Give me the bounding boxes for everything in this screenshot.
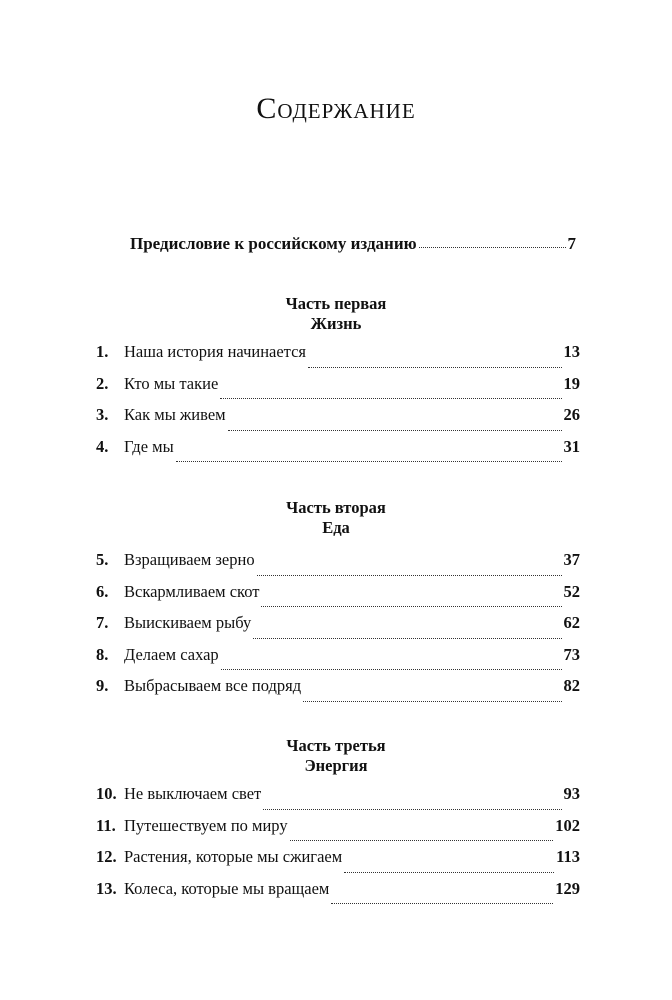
dot-leader	[261, 606, 561, 607]
toc-chapter-entry[interactable]	[96, 784, 580, 816]
part-name: Жизнь	[310, 314, 362, 333]
toc-chapter-entry[interactable]	[96, 374, 580, 406]
toc-chapter-list	[96, 342, 580, 468]
chapter-page-number: 13	[563, 342, 580, 361]
toc-chapter-entry[interactable]	[96, 816, 580, 848]
toc-chapter-entry[interactable]	[96, 550, 580, 582]
chapter-title: Не выключаем свет	[124, 784, 262, 803]
chapter-number: 13.	[96, 878, 117, 898]
chapter-page-number: 129	[555, 878, 580, 898]
dot-leader	[221, 669, 562, 670]
preface-title: Предисловие к российскому изданию	[130, 234, 417, 253]
part-label: Часть третья	[286, 736, 386, 755]
chapter-page-number: 82	[563, 676, 580, 695]
chapter-title: Как мы живем	[124, 405, 226, 424]
part-name: Еда	[322, 518, 350, 537]
chapter-number: 2.	[96, 373, 109, 393]
dot-leader	[263, 809, 561, 810]
chapter-number: 5.	[96, 550, 109, 569]
dot-leader	[220, 398, 561, 399]
chapter-number: 3.	[96, 405, 109, 424]
chapter-number: 4.	[96, 436, 109, 456]
dot-leader	[331, 903, 553, 904]
chapter-number: 11.	[96, 815, 116, 835]
chapter-page-number: 52	[563, 581, 580, 601]
dot-leader	[308, 367, 561, 368]
chapter-page-number: 31	[563, 436, 580, 456]
dot-leader	[176, 461, 562, 462]
toc-chapter-list	[96, 550, 580, 708]
part-heading	[0, 736, 672, 776]
dot-leader	[253, 638, 561, 639]
toc-preface-entry[interactable]	[130, 234, 576, 254]
chapter-title: Где мы	[124, 436, 174, 456]
dot-leader	[419, 247, 566, 248]
chapter-title: Кто мы такие	[124, 373, 219, 393]
chapter-page-number: 37	[563, 550, 580, 569]
dot-leader	[303, 701, 561, 702]
chapter-number: 10.	[96, 784, 117, 803]
chapter-title: Растения, которые мы сжигаем	[124, 847, 343, 866]
dot-leader	[257, 575, 562, 576]
chapter-title: Вскармливаем скот	[124, 581, 260, 601]
dot-leader	[344, 872, 554, 873]
chapter-page-number: 19	[563, 373, 580, 393]
chapter-number: 7.	[96, 613, 109, 632]
chapter-number: 8.	[96, 644, 109, 664]
part-heading	[0, 498, 672, 538]
chapter-page-number: 102	[555, 815, 580, 835]
chapter-page-number: 26	[563, 405, 580, 424]
chapter-title: Взращиваем зерно	[124, 550, 255, 569]
toc-chapter-list	[96, 784, 580, 910]
chapter-number: 6.	[96, 581, 109, 601]
chapter-title: Колеса, которые мы вращаем	[124, 878, 330, 898]
toc-chapter-entry[interactable]	[96, 879, 580, 911]
part-name: Энергия	[304, 756, 368, 775]
chapter-number: 1.	[96, 342, 109, 361]
toc-chapter-entry[interactable]	[96, 645, 580, 677]
chapter-page-number: 113	[556, 847, 580, 866]
toc-chapter-entry[interactable]	[96, 847, 580, 879]
toc-chapter-entry[interactable]	[96, 613, 580, 645]
part-heading	[0, 294, 672, 334]
dot-leader	[228, 430, 562, 431]
chapter-title: Выбрасываем все подряд	[124, 676, 302, 695]
toc-chapter-entry[interactable]	[96, 405, 580, 437]
chapter-title: Выискиваем рыбу	[124, 613, 252, 632]
toc-chapter-entry[interactable]	[96, 582, 580, 614]
chapter-number: 12.	[96, 847, 117, 866]
page-title: Содержание	[256, 92, 416, 125]
part-label: Часть первая	[285, 294, 387, 313]
chapter-title: Путешествуем по миру	[124, 815, 288, 835]
chapter-page-number: 62	[563, 613, 580, 632]
chapter-page-number: 93	[563, 784, 580, 803]
chapter-page-number: 73	[563, 644, 580, 664]
part-label: Часть вторая	[286, 498, 386, 517]
chapter-title: Наша история начинается	[124, 342, 307, 361]
toc-chapter-entry[interactable]	[96, 437, 580, 469]
dot-leader	[290, 840, 554, 841]
toc-chapter-entry[interactable]	[96, 342, 580, 374]
preface-page-number: 7	[567, 234, 576, 253]
toc-chapter-entry[interactable]	[96, 676, 580, 708]
chapter-title: Делаем сахар	[124, 644, 219, 664]
chapter-number: 9.	[96, 676, 109, 695]
